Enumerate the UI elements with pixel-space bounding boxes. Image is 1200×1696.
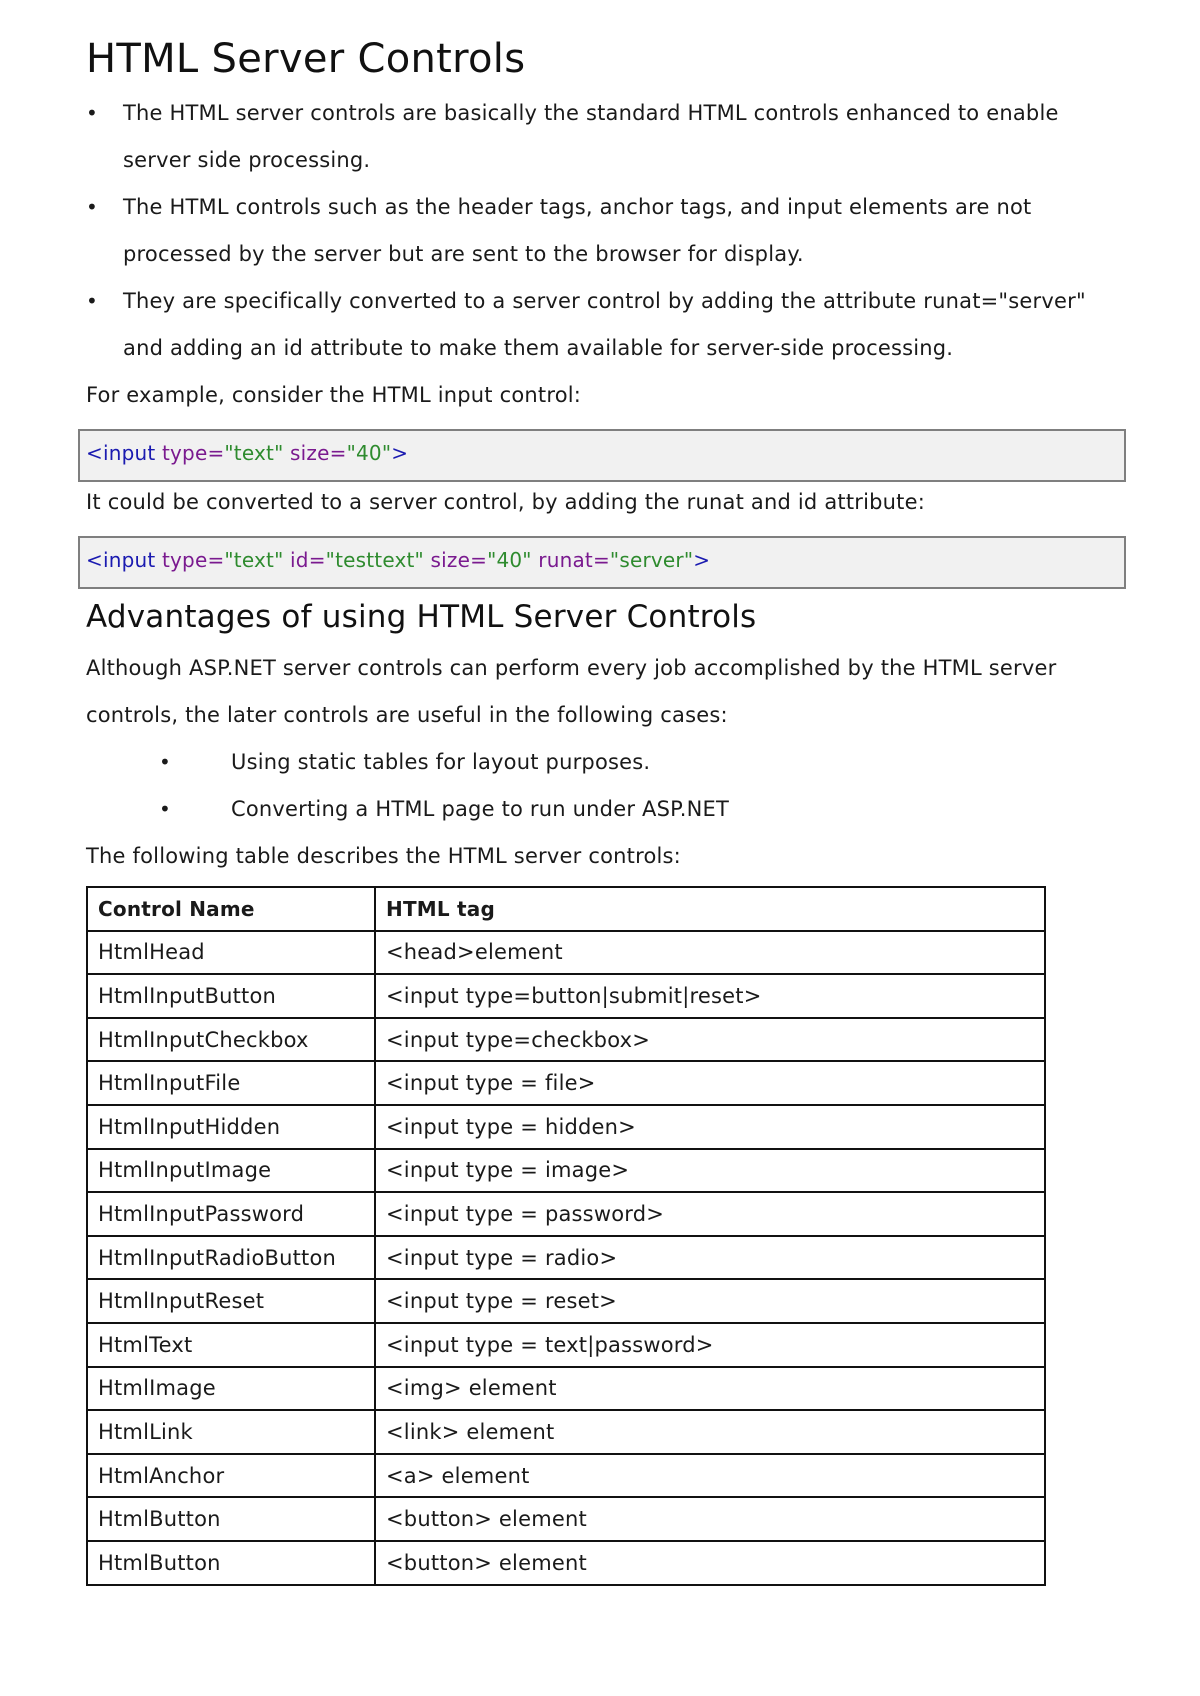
html-tag-cell: <head>element: [375, 931, 1045, 975]
code-attr: id=: [290, 548, 326, 572]
code-value: "server": [609, 548, 694, 572]
code-attr: type=: [161, 548, 225, 572]
html-tag-cell: <img> element: [375, 1367, 1045, 1411]
html-tag-cell: <input type = reset>: [375, 1279, 1045, 1323]
html-tag-cell: <input type = hidden>: [375, 1105, 1045, 1149]
table-row: [87, 1018, 1045, 1062]
cases-bullet-list: [86, 739, 1126, 833]
convert-text: It could be converted to a server control, by adding the runat and id attribute:: [86, 490, 925, 514]
html-tag-cell: <button> element: [375, 1497, 1045, 1541]
table-row: [87, 1149, 1045, 1193]
control-name-cell: HtmlInputPassword: [87, 1192, 375, 1236]
html-tag-cell: <input type = file>: [375, 1061, 1045, 1105]
code-block-server-input: [78, 536, 1126, 589]
section-heading-advantages: Advantages of using HTML Server Controls: [86, 599, 757, 635]
page-title: HTML Server Controls: [86, 36, 526, 82]
table-row: [87, 1279, 1045, 1323]
table-row: [87, 931, 1045, 975]
code-value: "40": [346, 441, 392, 465]
html-tag-cell: <input type=button|submit|reset>: [375, 974, 1045, 1018]
table-row: [87, 1454, 1045, 1498]
html-tag-cell: <input type = image>: [375, 1149, 1045, 1193]
control-name-cell: HtmlButton: [87, 1541, 375, 1585]
table-header-row: [87, 887, 1045, 931]
control-name-cell: HtmlInputRadioButton: [87, 1236, 375, 1280]
html-tag-cell: <input type=checkbox>: [375, 1018, 1045, 1062]
column-header-html-tag: HTML tag: [375, 887, 1045, 931]
bullet-item: • The HTML controls such as the header tags, anchor tags, and input elements are not processed by the server but are sent to the browser for display.: [123, 184, 1126, 278]
table-row: [87, 1192, 1045, 1236]
code-value: "testtext": [325, 548, 424, 572]
server-controls-table: [86, 886, 1046, 1586]
code-tag-close: >: [391, 441, 409, 465]
control-name-cell: HtmlAnchor: [87, 1454, 375, 1498]
html-tag-cell: <link> element: [375, 1410, 1045, 1454]
code-attr: type=: [161, 441, 225, 465]
table-row: [87, 1323, 1045, 1367]
table-row: [87, 1061, 1045, 1105]
html-tag-cell: <input type = text|password>: [375, 1323, 1045, 1367]
advantages-text: Although ASP.NET server controls can perform every job accomplished by the HTML server controls, the later controls are useful in the following cases:: [86, 656, 1057, 727]
code-tag-open: <input: [86, 441, 156, 465]
table-row: [87, 1410, 1045, 1454]
case-item: • Converting a HTML page to run under ASP.NET: [231, 786, 1126, 833]
code-attr: size=: [430, 548, 488, 572]
control-name-cell: HtmlInputHidden: [87, 1105, 375, 1149]
code-block-input: [78, 429, 1126, 482]
control-name-cell: HtmlInputFile: [87, 1061, 375, 1105]
control-name-cell: HtmlImage: [87, 1367, 375, 1411]
intro-bullet-list: [86, 90, 1126, 372]
control-name-cell: HtmlInputReset: [87, 1279, 375, 1323]
table-intro-text: The following table describes the HTML server controls:: [86, 844, 681, 868]
control-name-cell: HtmlInputCheckbox: [87, 1018, 375, 1062]
control-name-cell: HtmlText: [87, 1323, 375, 1367]
control-name-cell: HtmlLink: [87, 1410, 375, 1454]
table-row: [87, 1497, 1045, 1541]
control-name-cell: HtmlInputButton: [87, 974, 375, 1018]
code-tag-close: >: [693, 548, 711, 572]
control-name-cell: HtmlButton: [87, 1497, 375, 1541]
code-value: "text": [224, 548, 284, 572]
table-row: [87, 1105, 1045, 1149]
bullet-item: • The HTML server controls are basically the standard HTML controls enhanced to enable server side processing.: [123, 90, 1126, 184]
html-tag-cell: <input type = password>: [375, 1192, 1045, 1236]
table-row: [87, 1236, 1045, 1280]
code-value: "40": [487, 548, 532, 572]
code-value: "text": [224, 441, 284, 465]
case-item: • Using static tables for layout purposes.: [231, 739, 1126, 786]
table-row: [87, 974, 1045, 1018]
bullet-item: • They are specifically converted to a server control by adding the attribute runat="server" and adding an id attribute to make them available for server-side processing.: [123, 278, 1126, 372]
code-attr: runat=: [538, 548, 610, 572]
code-tag-open: <input: [86, 548, 156, 572]
html-tag-cell: <button> element: [375, 1541, 1045, 1585]
control-name-cell: HtmlInputImage: [87, 1149, 375, 1193]
table-row: [87, 1367, 1045, 1411]
html-tag-cell: <input type = radio>: [375, 1236, 1045, 1280]
html-tag-cell: <a> element: [375, 1454, 1045, 1498]
column-header-control-name: Control Name: [87, 887, 375, 931]
example-intro-text: For example, consider the HTML input control:: [86, 383, 582, 407]
table-row: [87, 1541, 1045, 1585]
document-content: [86, 28, 1126, 1586]
control-name-cell: HtmlHead: [87, 931, 375, 975]
code-attr: size=: [290, 441, 347, 465]
